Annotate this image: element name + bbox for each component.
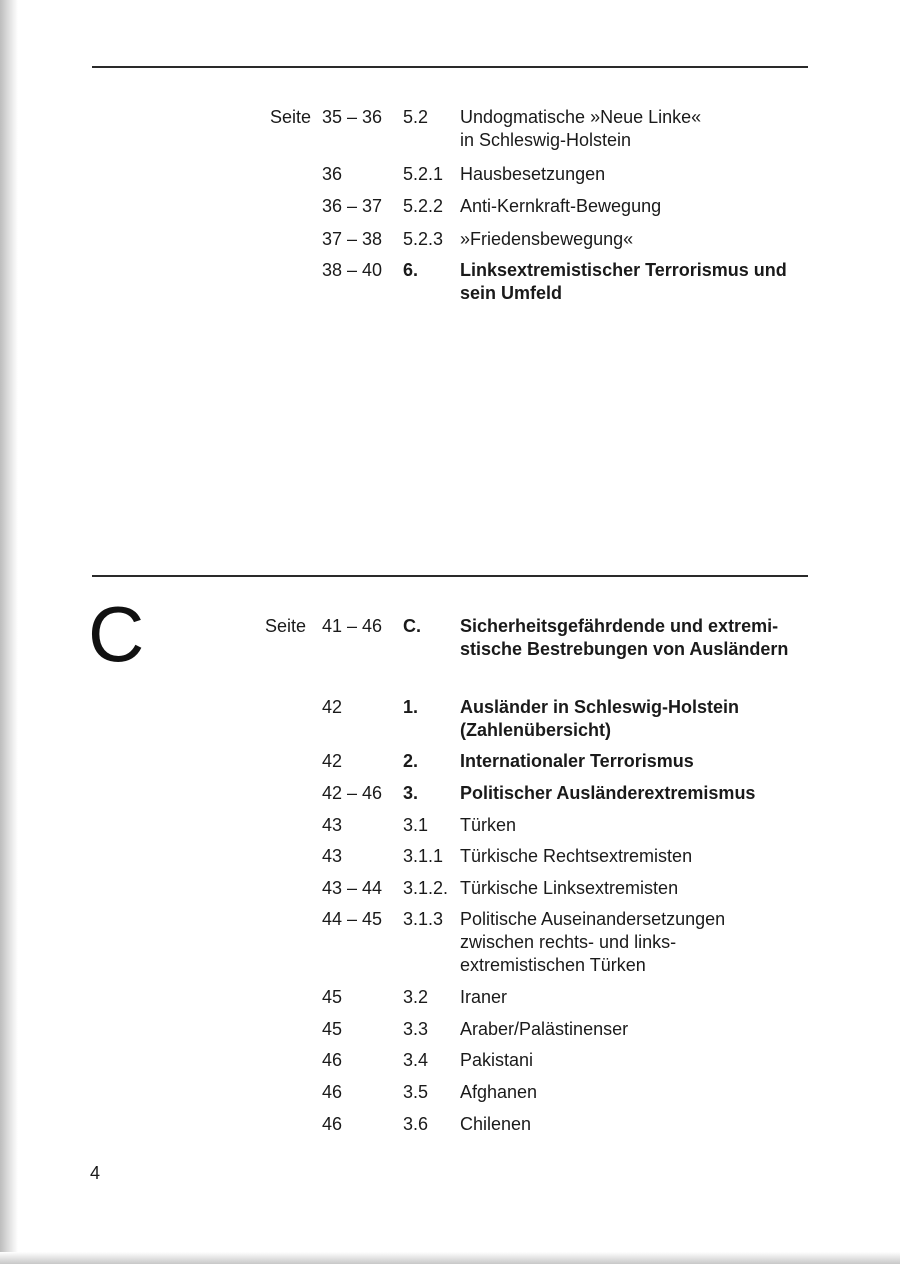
toc-pages: 43 bbox=[322, 846, 343, 866]
toc-pages: 43 bbox=[322, 815, 343, 835]
toc-pages: 46 bbox=[322, 1082, 343, 1102]
toc-number: 6. bbox=[403, 260, 419, 280]
toc-title: Türkische Linksextremisten bbox=[460, 878, 679, 898]
seite-label: Seite bbox=[265, 616, 307, 636]
toc-title: Internationaler Terrorismus bbox=[460, 751, 694, 771]
toc-title: Chilenen bbox=[460, 1114, 532, 1134]
toc-number: 3. bbox=[403, 783, 419, 803]
toc-pages: 35 – 36 bbox=[322, 107, 383, 127]
toc-number: 3.1.3 bbox=[403, 909, 444, 929]
toc-title: Pakistani bbox=[460, 1050, 534, 1070]
section-letter: C bbox=[88, 590, 145, 678]
toc-pages: 42 – 46 bbox=[322, 783, 383, 803]
toc-pages: 41 – 46 bbox=[322, 616, 383, 636]
page-bottom-shadow bbox=[0, 1252, 900, 1264]
toc-title: »Friedensbewegung« bbox=[460, 229, 634, 249]
toc-number: 3.1 bbox=[403, 815, 429, 835]
toc-pages: 43 – 44 bbox=[322, 878, 383, 898]
toc-title: Türken bbox=[460, 815, 517, 835]
toc-number: 3.6 bbox=[403, 1114, 429, 1134]
toc-title: Iraner bbox=[460, 987, 508, 1007]
toc-title: Politische Auseinandersetzungen zwischen rechts- und links- extremistischen Türken bbox=[460, 909, 726, 975]
toc-number: 5.2 bbox=[403, 107, 429, 127]
toc-number: 5.2.3 bbox=[403, 229, 444, 249]
toc-number: 3.5 bbox=[403, 1082, 429, 1102]
toc-number: 3.2 bbox=[403, 987, 429, 1007]
section-c-rule bbox=[92, 575, 808, 577]
toc-number: 3.1.2. bbox=[403, 878, 449, 898]
toc-title: Linksextremistischer Terrorismus und sein Umfeld bbox=[460, 260, 787, 303]
toc-title: Ausländer in Schleswig-Holstein (Zahlenübersicht) bbox=[460, 697, 740, 740]
toc-title: Sicherheitsgefährdende und extremi- stische Bestrebungen von Ausländern bbox=[460, 616, 789, 659]
toc-pages: 44 – 45 bbox=[322, 909, 383, 929]
toc-pages: 37 – 38 bbox=[322, 229, 383, 249]
toc-number: 3.1.1 bbox=[403, 846, 444, 866]
toc-number: 2. bbox=[403, 751, 419, 771]
toc-number: C. bbox=[403, 616, 421, 636]
page-edge-shadow bbox=[0, 0, 18, 1264]
toc-title: Anti-Kernkraft-Bewegung bbox=[460, 196, 662, 216]
toc-pages: 42 bbox=[322, 697, 343, 717]
toc-pages: 36 – 37 bbox=[322, 196, 383, 216]
toc-pages: 46 bbox=[322, 1114, 343, 1134]
toc-pages: 45 bbox=[322, 1019, 343, 1039]
toc-number: 5.2.2 bbox=[403, 196, 444, 216]
toc-pages: 38 – 40 bbox=[322, 260, 383, 280]
toc-title: Afghanen bbox=[460, 1082, 538, 1102]
toc-pages: 36 bbox=[322, 164, 343, 184]
toc-title: Türkische Rechtsextremisten bbox=[460, 846, 693, 866]
toc-title: Araber/Palästinenser bbox=[460, 1019, 629, 1039]
toc-title: Hausbesetzungen bbox=[460, 164, 606, 184]
page-number: 4 bbox=[90, 1163, 101, 1183]
toc-number: 3.4 bbox=[403, 1050, 429, 1070]
toc-pages: 46 bbox=[322, 1050, 343, 1070]
toc-number: 1. bbox=[403, 697, 419, 717]
toc-pages: 45 bbox=[322, 987, 343, 1007]
seite-label: Seite bbox=[270, 107, 312, 127]
toc-title: Politischer Ausländerextremismus bbox=[460, 783, 756, 803]
section-b-rule bbox=[92, 66, 808, 68]
toc-number: 5.2.1 bbox=[403, 164, 444, 184]
toc-number: 3.3 bbox=[403, 1019, 429, 1039]
toc-pages: 42 bbox=[322, 751, 343, 771]
toc-title: Undogmatische »Neue Linke« in Schleswig-Holstein bbox=[460, 107, 702, 150]
